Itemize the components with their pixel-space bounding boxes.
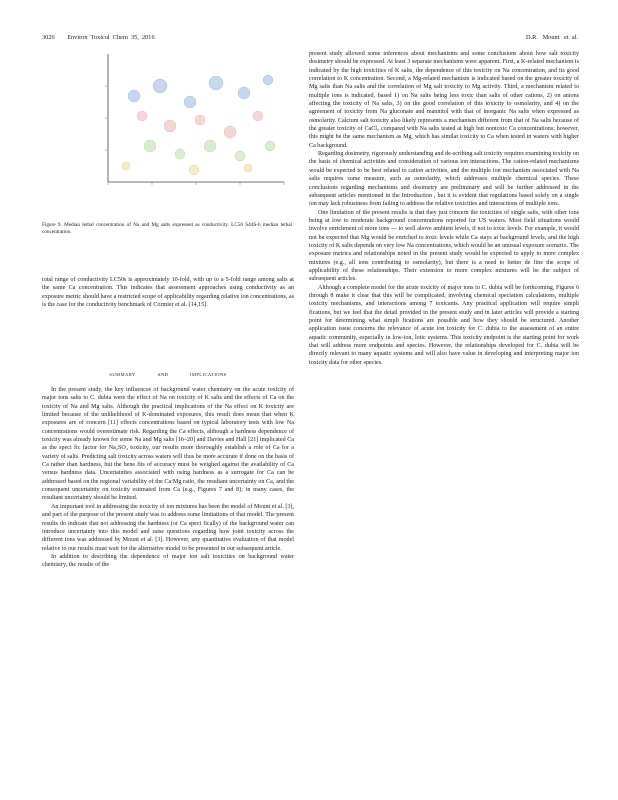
- left-column-top: [42, 276, 294, 309]
- running-head-left: 3026 Environ Toxicol Chem 35, 2016: [42, 34, 155, 41]
- paragraph: In addition to describing the dependence of major ion salt toxicities on background water chemistry, the results of the: [42, 553, 294, 569]
- figure-9-scatter-image: [98, 50, 286, 195]
- paragraph: One limitation of the present results is that they just concern the toxicities of single salts, with other ions being at low to moderate background concentrations reported for US waters. Most field situations would involve enrichment of more ions — to well above ambient levels, if not to toxic levels. For example, it would not be expected that Mg would be enriched to toxic levels while Ca stays at background levels, and the high toxicity of K salts depends on very low Na concentrations, which would be an unusual exposure scenario. The exposure metrics and relationships noted in the present study would be expected to apply to more complex mixtures (e.g., all ions contributing to osmolarity), but there is a need to better de fine the scope of applicability of these relationships. Their extension to more complex mixtures will be the subject of subsequent articles.: [309, 209, 579, 283]
- heading-word: IMPLICATIONS: [189, 372, 227, 377]
- running-head-right: D.R. Mount et al.: [526, 34, 578, 41]
- figure-9: [42, 50, 294, 255]
- paragraph: An important tool in addressing the toxicity of ion mixtures has been the model of Mount et al. [3], and part of the purpose of the present study was to address some limitations of that model. The present results do indicate that not addressing the hardness (or Ca speci fically) of the background water can introduce uncertainty into this model and raise questions regarding how joint toxicity across the different ions was addressed by Mount et al. [3]. However, any quantitative evaluation of that model relative to our results must wait for the alternative model to be presented in our subsequent article.: [42, 503, 294, 552]
- paragraph: Regarding dosimetry, rigorously understanding and de-scribing salt toxicity requires examining toxicity on the basis of chemical activities and consideration of various ion interactions. The cation-related mechanisms would be expected to be best related to cation activities, and the multiple ion mechanism associated with Na salts requires some measure, such as osmolarity, which addresses multiple chemical species. These conclusions regarding mechanisms and dosimetry are preliminary and will be further addressed in the subsequent articles mentioned in the Introduction , but it is evident that regulations based solely on a single ion may lack robustness from failing to address the relative toxicities and interactions of multiple ions.: [309, 151, 579, 208]
- paragraph: total range of conductivity LC50s is approximately 10-fold, with up to a 5-fold range among salts at the same Ca concentration. This indicates that assessment approaches using conductivity as an exposure metric should have a restricted scope of applicability regarding relative ion concentrations, as is the case for the conductivity benchmark of Cormier et al. [14,15].: [42, 277, 294, 309]
- paragraph: Although a complete model for the acute toxicity of major ions to C. dubia will be forthcoming, Figures 6 through 8 make it clear that this will be complicated, involving chemical speciation calculations, multiple toxicity mechanisms, and interactions among 7 toxicants. Any practical application will require simpli fications, but we feel that the detail provided in the present study and in later articles will provide a starting point for determining what simpli fications are possible and how they should be structured. Another application issue concerns the relevance of acute ion toxicity for C. dubia to the assessment of an entire aquatic community, especially in low-ion, lotic systems. This toxicity endpoint is the starting point for work that will address more endpoints and species. However, the relationships developed for C. dubia will be directly relevant to many aquatic systems and will also have value in developing and interpreting major ion toxicity data for other species.: [309, 284, 579, 366]
- right-column: [309, 50, 579, 367]
- paragraph: present study allowed some inferences about mechanisms and some conclusions about how salt toxicity dosimetry should be expressed. At least 3 separate mechanisms were apparent. First, a K-related mechanism is indicated by the high toxicities of K salts, the dependence of this toxicity on Na concentration, and its good correlation to K concentration. Second, a Mg-related mechanism is indicated based on the greater toxicity of Mg salts than Na salts and the correlation of Mg salt toxicity to Mg activity. Third, a mechanism related to multiple ions is indicated, based 1) on Na salts being less toxic than salts of other cations, 2) on anions affecting the toxicity of Na salts, 3) on the good correlation of this toxicity to osmolarity, and 4) on the agreement of toxicity from Na gluconate and mannitol with that of inorganic Na salts when expressed as osmolarity. Calcium salt toxicity also likely represents a mechanism different from that of Na salts because of the greater toxicity of CaCl₂ compared with Na salts tested at high but nontoxic Ca concentrations; however, this might be the same mechanism as Mg, which has similar toxicity to Ca when tested in waters with higher Ca background.: [309, 51, 579, 149]
- heading-word: SUMMARY: [109, 372, 136, 377]
- heading-word: AND: [157, 372, 169, 377]
- paragraph: In the present study, the key influences of background water chemistry on the acute toxicity of major ions salts to C. dubia were the effect of Na on toxicity of K salts and the effects of Ca on the toxicity of Na and Mg salts. Although the practical implications of the Na effect on K toxicity are limited because of the unlikelihood of K-dominated exposures, this result does mean that when K exposures are of concern [11] effects concentrations based on typical laboratory tests with low Na concentrations would overestimate risk. Regarding the Ca effects, although a hardness dependence of toxicity was already known for some Na and Mg salts [16–20] and Davies and Hall [21] implicated Ca as the speci fic factor for Na₂SO₄ toxicity, our results more thoroughly establish a role of Ca for a variety of salts. Predicting salt toxicity across waters will thus be more accurate if done on the basis of Ca rather than hardness, but the bene fits of accuracy must be weighed against the availability of Ca versus hardness data. Uncertainties associated with using hardness as a surrogate for Ca can be addressed based on the regional variability of the Ca:Mg ratio, the resultant uncertainty on Ca, and the consequent uncertainty on toxicity estimated from Ca (e.g., Figures 7 and 8); in many cases, the resultant uncertainty should be limited.: [42, 387, 294, 502]
- section-heading-summary: [42, 372, 294, 377]
- left-column-main: [42, 386, 294, 570]
- figure-9-caption: Figure 9. Median lethal concentration of Na and Mg salts expressed as conductivity. LC50 S44S-h median lethal concentration.: [42, 222, 292, 236]
